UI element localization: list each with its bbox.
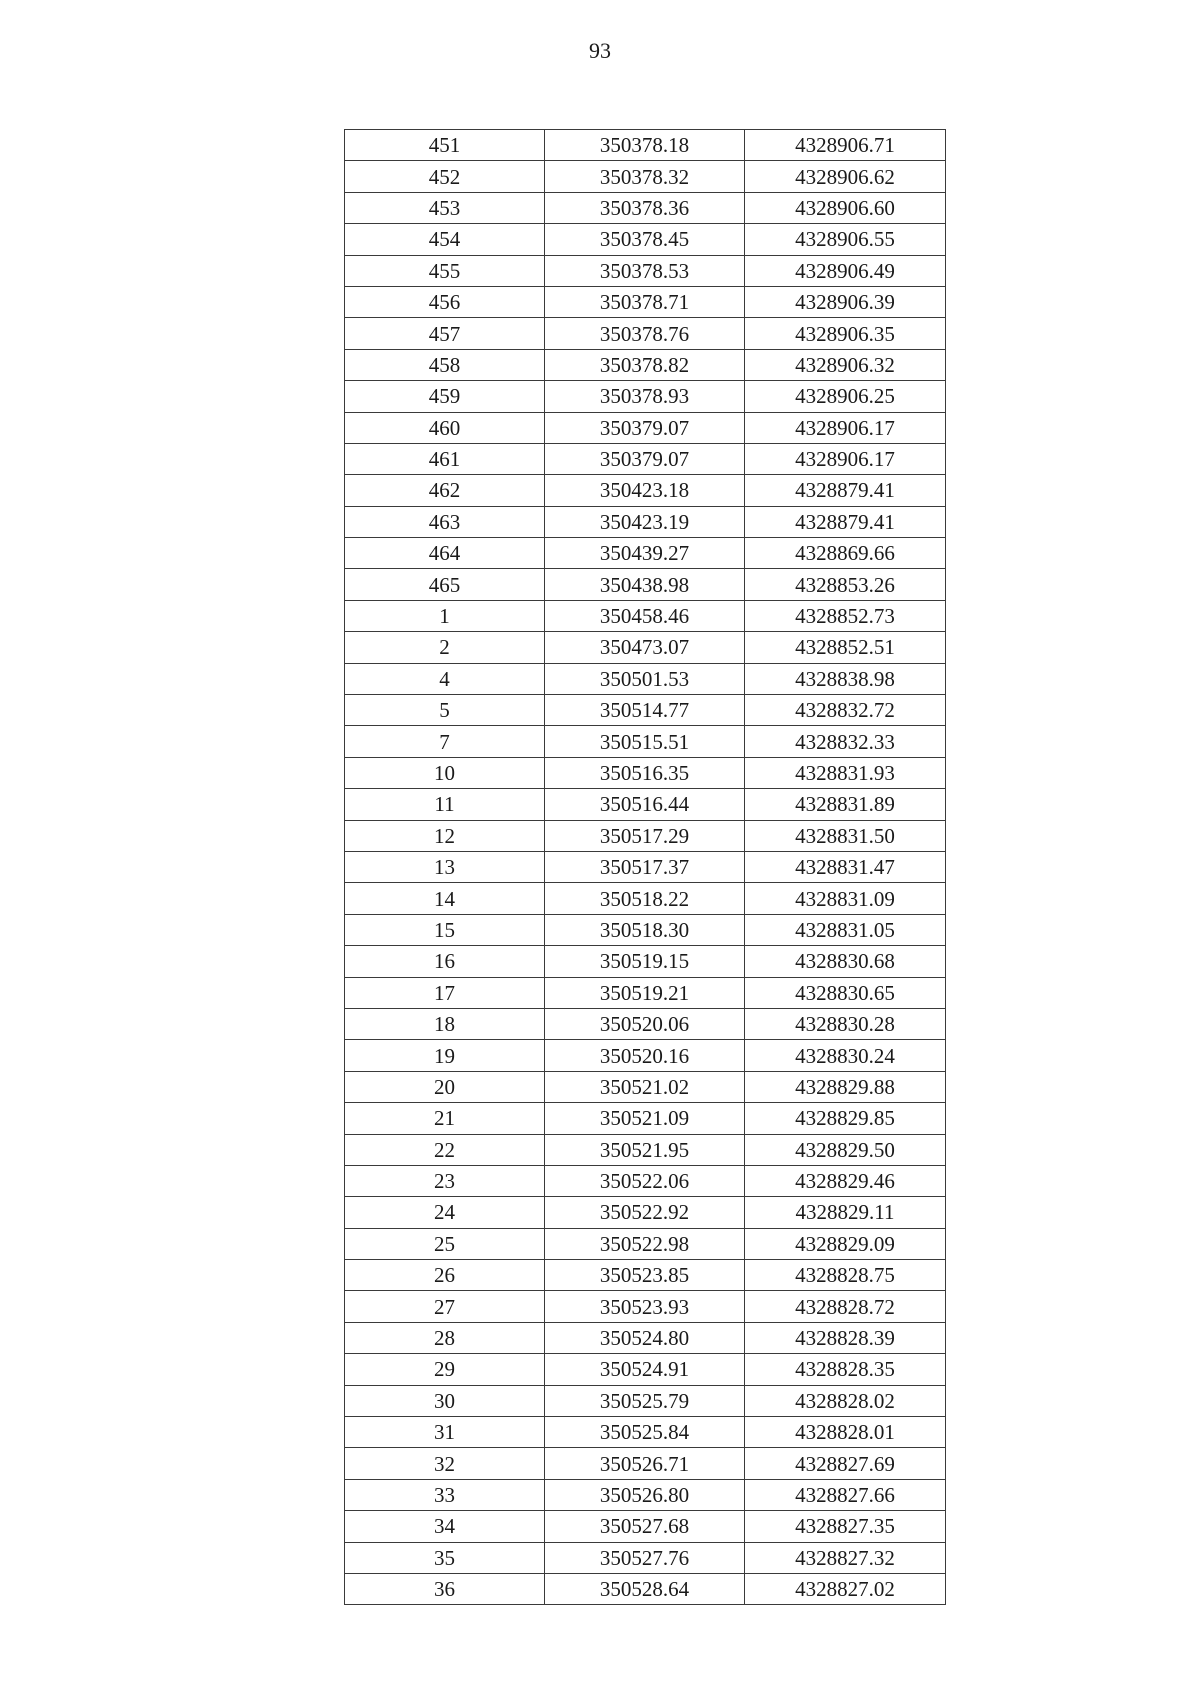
point-number-cell: 458 — [345, 349, 545, 380]
point-number-cell: 17 — [345, 977, 545, 1008]
table-row — [345, 349, 946, 380]
y-coordinate-cell: 4328827.32 — [745, 1542, 946, 1573]
x-coordinate-cell: 350521.02 — [545, 1071, 745, 1102]
y-coordinate-cell: 4328832.33 — [745, 726, 946, 757]
point-number-cell: 1 — [345, 600, 545, 631]
point-number-cell: 12 — [345, 820, 545, 851]
table-row — [345, 1417, 946, 1448]
y-coordinate-cell: 4328869.66 — [745, 538, 946, 569]
y-coordinate-cell: 4328831.89 — [745, 789, 946, 820]
y-coordinate-cell: 4328852.51 — [745, 632, 946, 663]
x-coordinate-cell: 350525.79 — [545, 1385, 745, 1416]
x-coordinate-cell: 350378.82 — [545, 349, 745, 380]
x-coordinate-cell: 350517.29 — [545, 820, 745, 851]
table-row — [345, 1008, 946, 1039]
table-row — [345, 130, 946, 161]
table-row — [345, 600, 946, 631]
x-coordinate-cell: 350378.76 — [545, 318, 745, 349]
table-row — [345, 1228, 946, 1259]
point-number-cell: 25 — [345, 1228, 545, 1259]
point-number-cell: 460 — [345, 412, 545, 443]
table-row — [345, 381, 946, 412]
point-number-cell: 2 — [345, 632, 545, 663]
table-row — [345, 318, 946, 349]
x-coordinate-cell: 350518.30 — [545, 914, 745, 945]
x-coordinate-cell: 350378.36 — [545, 192, 745, 223]
y-coordinate-cell: 4328853.26 — [745, 569, 946, 600]
y-coordinate-cell: 4328830.28 — [745, 1008, 946, 1039]
y-coordinate-cell: 4328829.88 — [745, 1071, 946, 1102]
y-coordinate-cell: 4328829.09 — [745, 1228, 946, 1259]
point-number-cell: 454 — [345, 224, 545, 255]
x-coordinate-cell: 350378.45 — [545, 224, 745, 255]
point-number-cell: 461 — [345, 443, 545, 474]
x-coordinate-cell: 350378.93 — [545, 381, 745, 412]
y-coordinate-cell: 4328827.35 — [745, 1511, 946, 1542]
y-coordinate-cell: 4328828.35 — [745, 1354, 946, 1385]
point-number-cell: 22 — [345, 1134, 545, 1165]
x-coordinate-cell: 350524.91 — [545, 1354, 745, 1385]
y-coordinate-cell: 4328906.49 — [745, 255, 946, 286]
x-coordinate-cell: 350523.85 — [545, 1260, 745, 1291]
point-number-cell: 462 — [345, 475, 545, 506]
table-row — [345, 538, 946, 569]
x-coordinate-cell: 350520.16 — [545, 1040, 745, 1071]
table-row — [345, 883, 946, 914]
table-row — [345, 161, 946, 192]
point-number-cell: 29 — [345, 1354, 545, 1385]
x-coordinate-cell: 350521.95 — [545, 1134, 745, 1165]
table-row — [345, 851, 946, 882]
table-row — [345, 695, 946, 726]
table-row — [345, 569, 946, 600]
x-coordinate-cell: 350527.68 — [545, 1511, 745, 1542]
table-row — [345, 820, 946, 851]
y-coordinate-cell: 4328906.71 — [745, 130, 946, 161]
point-number-cell: 7 — [345, 726, 545, 757]
y-coordinate-cell: 4328906.60 — [745, 192, 946, 223]
y-coordinate-cell: 4328828.02 — [745, 1385, 946, 1416]
point-number-cell: 465 — [345, 569, 545, 600]
x-coordinate-cell: 350519.21 — [545, 977, 745, 1008]
point-number-cell: 456 — [345, 286, 545, 317]
point-number-cell: 463 — [345, 506, 545, 537]
table-row — [345, 1134, 946, 1165]
x-coordinate-cell: 350379.07 — [545, 412, 745, 443]
y-coordinate-cell: 4328828.75 — [745, 1260, 946, 1291]
point-number-cell: 15 — [345, 914, 545, 945]
x-coordinate-cell: 350522.92 — [545, 1197, 745, 1228]
table-row — [345, 1260, 946, 1291]
x-coordinate-cell: 350501.53 — [545, 663, 745, 694]
y-coordinate-cell: 4328830.68 — [745, 946, 946, 977]
point-number-cell: 10 — [345, 757, 545, 788]
y-coordinate-cell: 4328906.55 — [745, 224, 946, 255]
point-number-cell: 5 — [345, 695, 545, 726]
y-coordinate-cell: 4328831.09 — [745, 883, 946, 914]
y-coordinate-cell: 4328827.66 — [745, 1479, 946, 1510]
table-row — [345, 914, 946, 945]
y-coordinate-cell: 4328906.17 — [745, 443, 946, 474]
table-row — [345, 663, 946, 694]
point-number-cell: 23 — [345, 1165, 545, 1196]
table-row — [345, 1354, 946, 1385]
point-number-cell: 32 — [345, 1448, 545, 1479]
x-coordinate-cell: 350378.32 — [545, 161, 745, 192]
table-row — [345, 224, 946, 255]
x-coordinate-cell: 350526.80 — [545, 1479, 745, 1510]
y-coordinate-cell: 4328906.17 — [745, 412, 946, 443]
x-coordinate-cell: 350423.18 — [545, 475, 745, 506]
point-number-cell: 31 — [345, 1417, 545, 1448]
x-coordinate-cell: 350439.27 — [545, 538, 745, 569]
y-coordinate-cell: 4328906.25 — [745, 381, 946, 412]
y-coordinate-cell: 4328831.50 — [745, 820, 946, 851]
point-number-cell: 35 — [345, 1542, 545, 1573]
y-coordinate-cell: 4328852.73 — [745, 600, 946, 631]
table-row — [345, 1448, 946, 1479]
x-coordinate-cell: 350521.09 — [545, 1103, 745, 1134]
y-coordinate-cell: 4328830.24 — [745, 1040, 946, 1071]
y-coordinate-cell: 4328832.72 — [745, 695, 946, 726]
x-coordinate-cell: 350438.98 — [545, 569, 745, 600]
table-row — [345, 1071, 946, 1102]
point-number-cell: 33 — [345, 1479, 545, 1510]
point-number-cell: 453 — [345, 192, 545, 223]
point-number-cell: 455 — [345, 255, 545, 286]
point-number-cell: 4 — [345, 663, 545, 694]
y-coordinate-cell: 4328838.98 — [745, 663, 946, 694]
y-coordinate-cell: 4328828.39 — [745, 1322, 946, 1353]
x-coordinate-cell: 350519.15 — [545, 946, 745, 977]
x-coordinate-cell: 350516.44 — [545, 789, 745, 820]
y-coordinate-cell: 4328828.72 — [745, 1291, 946, 1322]
x-coordinate-cell: 350515.51 — [545, 726, 745, 757]
y-coordinate-cell: 4328827.69 — [745, 1448, 946, 1479]
x-coordinate-cell: 350458.46 — [545, 600, 745, 631]
x-coordinate-cell: 350520.06 — [545, 1008, 745, 1039]
point-number-cell: 464 — [345, 538, 545, 569]
y-coordinate-cell: 4328829.50 — [745, 1134, 946, 1165]
table-row — [345, 506, 946, 537]
table-row — [345, 1165, 946, 1196]
x-coordinate-cell: 350516.35 — [545, 757, 745, 788]
point-number-cell: 36 — [345, 1573, 545, 1604]
point-number-cell: 11 — [345, 789, 545, 820]
x-coordinate-cell: 350522.98 — [545, 1228, 745, 1259]
coordinates-table — [344, 129, 946, 1605]
table-row — [345, 412, 946, 443]
point-number-cell: 459 — [345, 381, 545, 412]
point-number-cell: 28 — [345, 1322, 545, 1353]
y-coordinate-cell: 4328831.93 — [745, 757, 946, 788]
table-row — [345, 757, 946, 788]
x-coordinate-cell: 350423.19 — [545, 506, 745, 537]
y-coordinate-cell: 4328829.46 — [745, 1165, 946, 1196]
x-coordinate-cell: 350525.84 — [545, 1417, 745, 1448]
table-row — [345, 1291, 946, 1322]
x-coordinate-cell: 350526.71 — [545, 1448, 745, 1479]
table-row — [345, 1573, 946, 1604]
y-coordinate-cell: 4328906.35 — [745, 318, 946, 349]
point-number-cell: 34 — [345, 1511, 545, 1542]
y-coordinate-cell: 4328906.39 — [745, 286, 946, 317]
page-number: 93 — [589, 38, 611, 63]
table-row — [345, 443, 946, 474]
y-coordinate-cell: 4328828.01 — [745, 1417, 946, 1448]
x-coordinate-cell: 350518.22 — [545, 883, 745, 914]
y-coordinate-cell: 4328829.11 — [745, 1197, 946, 1228]
x-coordinate-cell: 350379.07 — [545, 443, 745, 474]
point-number-cell: 13 — [345, 851, 545, 882]
point-number-cell: 14 — [345, 883, 545, 914]
point-number-cell: 27 — [345, 1291, 545, 1322]
y-coordinate-cell: 4328906.32 — [745, 349, 946, 380]
table-row — [345, 1542, 946, 1573]
table-row — [345, 1479, 946, 1510]
point-number-cell: 24 — [345, 1197, 545, 1228]
table-row — [345, 946, 946, 977]
y-coordinate-cell: 4328906.62 — [745, 161, 946, 192]
point-number-cell: 26 — [345, 1260, 545, 1291]
x-coordinate-cell: 350522.06 — [545, 1165, 745, 1196]
y-coordinate-cell: 4328879.41 — [745, 475, 946, 506]
x-coordinate-cell: 350523.93 — [545, 1291, 745, 1322]
table-row — [345, 286, 946, 317]
table-row — [345, 1197, 946, 1228]
table-row — [345, 632, 946, 663]
point-number-cell: 20 — [345, 1071, 545, 1102]
y-coordinate-cell: 4328830.65 — [745, 977, 946, 1008]
table-row — [345, 1103, 946, 1134]
table-row — [345, 255, 946, 286]
table-row — [345, 789, 946, 820]
y-coordinate-cell: 4328831.05 — [745, 914, 946, 945]
y-coordinate-cell: 4328827.02 — [745, 1573, 946, 1604]
x-coordinate-cell: 350527.76 — [545, 1542, 745, 1573]
point-number-cell: 16 — [345, 946, 545, 977]
point-number-cell: 18 — [345, 1008, 545, 1039]
x-coordinate-cell: 350378.71 — [545, 286, 745, 317]
coordinates-table-body — [345, 130, 946, 1605]
point-number-cell: 19 — [345, 1040, 545, 1071]
x-coordinate-cell: 350473.07 — [545, 632, 745, 663]
table-row — [345, 1040, 946, 1071]
y-coordinate-cell: 4328831.47 — [745, 851, 946, 882]
table-row — [345, 726, 946, 757]
table-row — [345, 1322, 946, 1353]
x-coordinate-cell: 350528.64 — [545, 1573, 745, 1604]
x-coordinate-cell: 350378.18 — [545, 130, 745, 161]
point-number-cell: 30 — [345, 1385, 545, 1416]
x-coordinate-cell: 350378.53 — [545, 255, 745, 286]
point-number-cell: 21 — [345, 1103, 545, 1134]
table-row — [345, 1511, 946, 1542]
x-coordinate-cell: 350517.37 — [545, 851, 745, 882]
x-coordinate-cell: 350514.77 — [545, 695, 745, 726]
y-coordinate-cell: 4328879.41 — [745, 506, 946, 537]
table-row — [345, 977, 946, 1008]
table-row — [345, 1385, 946, 1416]
point-number-cell: 457 — [345, 318, 545, 349]
table-row — [345, 475, 946, 506]
point-number-cell: 451 — [345, 130, 545, 161]
point-number-cell: 452 — [345, 161, 545, 192]
table-row — [345, 192, 946, 223]
x-coordinate-cell: 350524.80 — [545, 1322, 745, 1353]
y-coordinate-cell: 4328829.85 — [745, 1103, 946, 1134]
